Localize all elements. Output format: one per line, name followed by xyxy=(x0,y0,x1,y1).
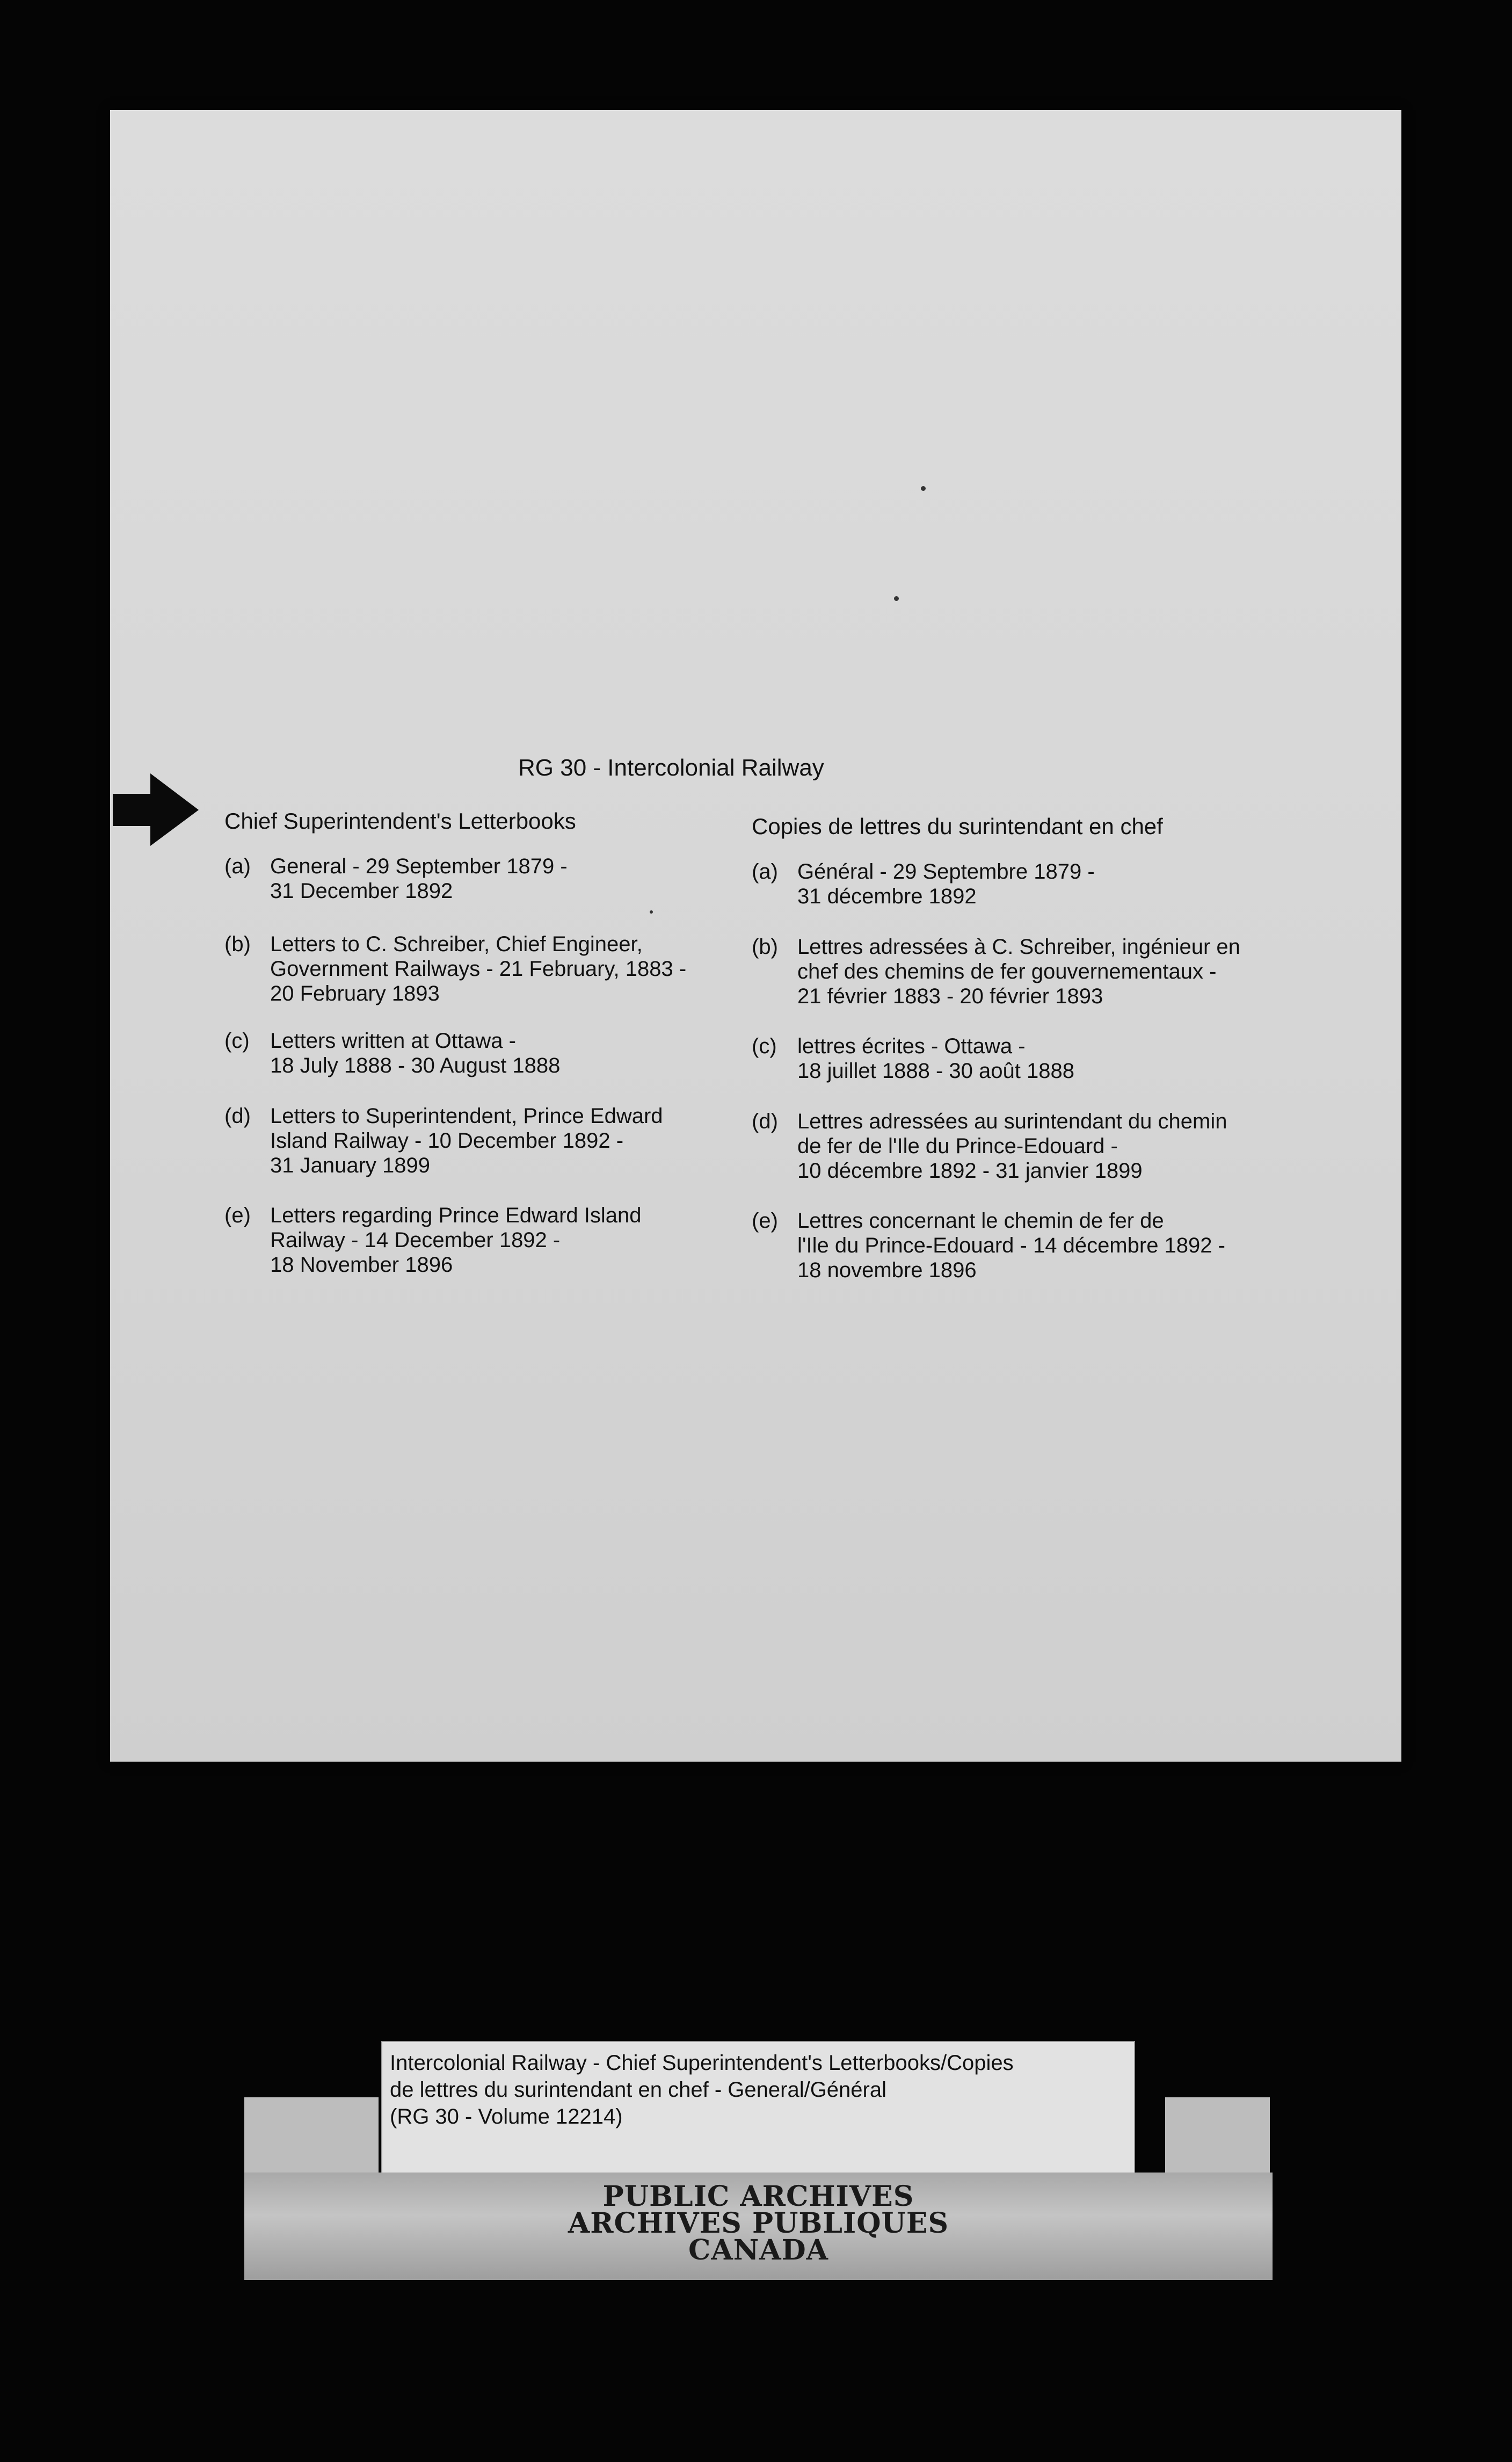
entry-text: Letters to C. Schreiber, Chief Engineer, Government Railways - 21 February, 1883 - 20 February 1893 xyxy=(270,932,687,1005)
entry-letter: (b) xyxy=(224,932,251,956)
french-entry-e xyxy=(752,1208,1332,1283)
entry-text: Lettres adressées au surintendant du chemin de fer de l'Ile du Prince-Edouard - 10 décembre 1892 - 31 janvier 1899 xyxy=(797,1110,1227,1183)
archives-stamp-bar xyxy=(244,2173,1273,2280)
entry-text: Letters regarding Prince Edward Island Railway - 14 December 1892 - 18 November 1896 xyxy=(270,1204,642,1277)
archive-label-text: Intercolonial Railway - Chief Superintendent's Letterbooks/Copies de lettres du surintendant en chef - General/Général (RG 30 - Volume 12214) xyxy=(390,2051,1014,2128)
entry-text: Letters to Superintendent, Prince Edward Island Railway - 10 December 1892 - 31 January 1899 xyxy=(270,1104,663,1177)
stand-left-block xyxy=(244,2097,379,2173)
entry-letter: (d) xyxy=(224,1104,251,1128)
entry-letter: (e) xyxy=(752,1209,778,1233)
french-entry-c xyxy=(752,1034,1332,1083)
pointer-arrow-icon xyxy=(113,773,199,846)
paper-speck xyxy=(921,486,926,491)
french-entry-a xyxy=(752,859,1332,909)
english-entry-c xyxy=(224,1029,751,1078)
english-entry-b xyxy=(224,932,751,1006)
french-entry-b xyxy=(752,935,1332,1009)
french-heading: Copies de lettres du surintendant en chef xyxy=(752,814,1163,839)
entry-letter: (a) xyxy=(224,855,251,878)
entry-text: General - 29 September 1879 - 31 December 1892 xyxy=(270,855,568,903)
document-title: RG 30 - Intercolonial Railway xyxy=(518,755,824,781)
paper-speck xyxy=(894,596,899,601)
stand-right-block xyxy=(1165,2097,1270,2173)
french-entry-d xyxy=(752,1109,1332,1183)
stamp-line-3: CANADA xyxy=(688,2234,829,2267)
entry-text: Letters written at Ottawa - 18 July 1888 - 30 August 1888 xyxy=(270,1029,561,1077)
entry-letter: (b) xyxy=(752,935,778,959)
english-heading: Chief Superintendent's Letterbooks xyxy=(224,808,576,834)
stamp-line-1: PUBLIC ARCHIVES xyxy=(602,2180,914,2213)
entry-text: Lettres concernant le chemin de fer de l'Ile du Prince-Edouard - 14 décembre 1892 - 18 novembre 1896 xyxy=(797,1209,1225,1282)
entry-letter: (e) xyxy=(224,1204,251,1227)
entry-letter: (c) xyxy=(224,1029,250,1053)
english-entry-e xyxy=(224,1203,751,1277)
entry-letter: (d) xyxy=(752,1110,778,1133)
stamp-line-2: ARCHIVES PUBLIQUES xyxy=(568,2207,949,2240)
entry-text: Général - 29 Septembre 1879 - 31 décembre 1892 xyxy=(797,860,1095,908)
entry-letter: (a) xyxy=(752,860,778,884)
entry-text: Lettres adressées à C. Schreiber, ingénieur en chef des chemins de fer gouvernementaux - 21 février 1883 - 20 février 1893 xyxy=(797,935,1240,1008)
english-entry-d xyxy=(224,1104,751,1178)
paper-speck xyxy=(650,910,653,914)
entry-letter: (c) xyxy=(752,1034,777,1058)
archive-label-card xyxy=(381,2041,1135,2175)
english-entry-a xyxy=(224,854,751,903)
entry-text: lettres écrites - Ottawa - 18 juillet 1888 - 30 août 1888 xyxy=(797,1034,1074,1083)
